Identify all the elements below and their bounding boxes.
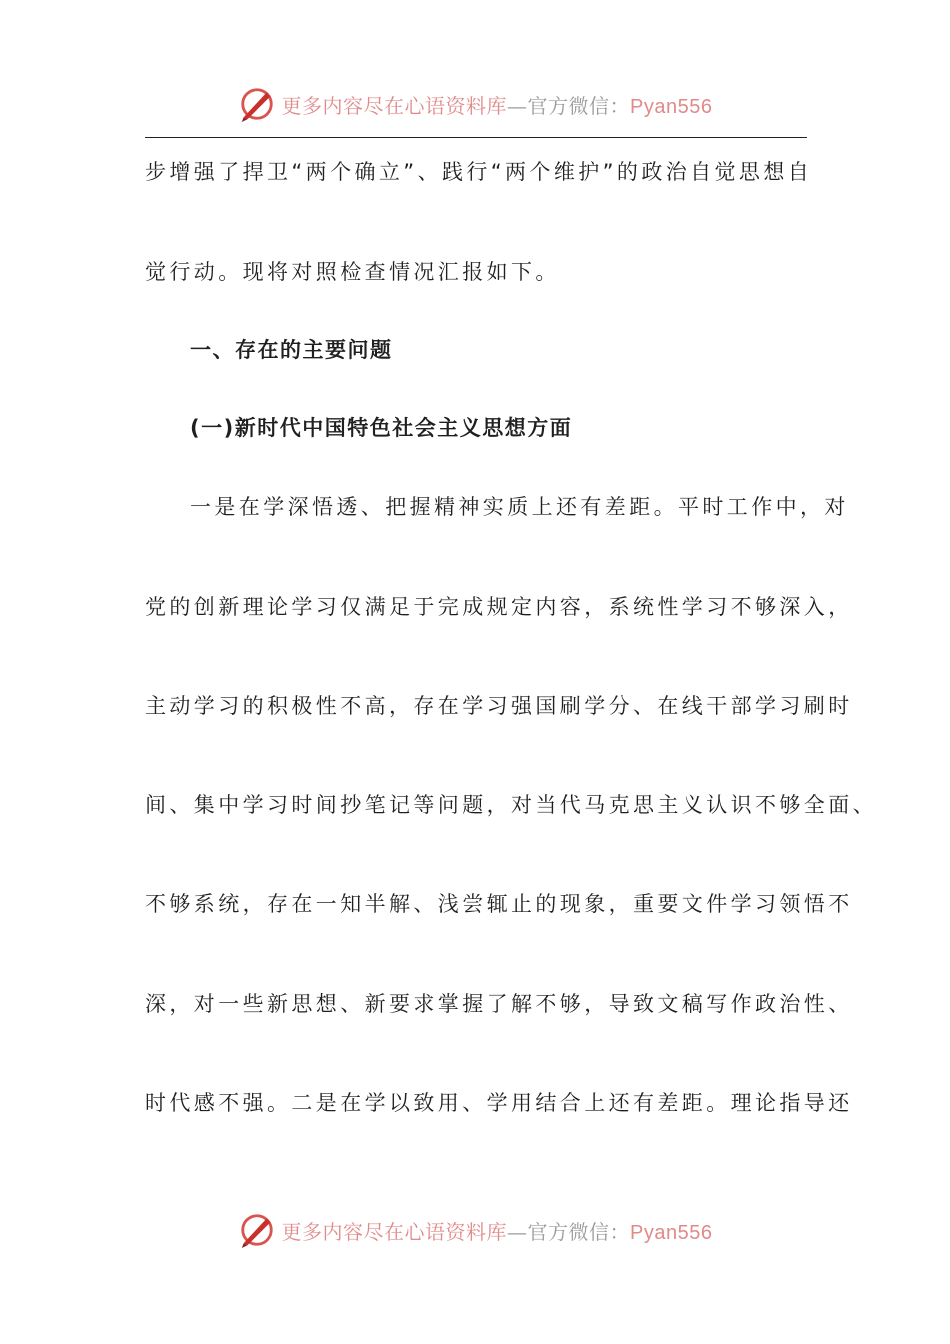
footer-handle: Pyan556 xyxy=(630,1221,713,1244)
body-line-6: 党的创新理论学习仅满足于完成规定内容，系统性学习不够深入， xyxy=(145,595,853,619)
subsection-heading: (一)新时代中国特色社会主义思想方面 xyxy=(190,416,573,440)
body-line-7: 主动学习的积极性不高，存在学习强国刷学分、在线干部学习刷时 xyxy=(145,694,853,718)
header-divider xyxy=(145,137,807,138)
body-line-11: 时代感不强。二是在学以致用、学用结合上还有差距。理论指导还 xyxy=(145,1091,853,1115)
pen-logo-icon xyxy=(238,1211,276,1249)
header-separator: — xyxy=(507,93,528,118)
body-line-1: 步增强了捍卫“两个确立”、践行“两个维护”的政治自觉思想自 xyxy=(145,160,813,184)
footer-brand: 更多内容尽在心语资料库 xyxy=(281,1219,508,1244)
header-handle: Pyan556 xyxy=(630,95,713,118)
header-banner xyxy=(0,82,950,126)
footer-separator: — xyxy=(507,1219,528,1244)
body-line-9: 不够系统，存在一知半解、浅尝辄止的现象，重要文件学习领悟不 xyxy=(145,892,853,916)
header-brand-text xyxy=(282,90,713,119)
footer-brand-text xyxy=(282,1216,713,1245)
footer-contact-label: 官方微信： xyxy=(527,1219,631,1244)
footer-banner xyxy=(0,1208,950,1252)
body-line-8: 间、集中学习时间抄笔记等问题，对当代马克思主义认识不够全面、 xyxy=(145,793,877,817)
pen-logo-icon xyxy=(238,85,276,123)
header-brand: 更多内容尽在心语资料库 xyxy=(281,93,508,118)
section-heading: 一、存在的主要问题 xyxy=(190,338,393,362)
body-line-10: 深，对一些新思想、新要求掌握了解不够，导致文稿写作政治性、 xyxy=(145,992,853,1016)
header-contact-label: 官方微信： xyxy=(527,93,631,118)
body-line-5: 一是在学深悟透、把握精神实质上还有差距。平时工作中，对 xyxy=(190,495,849,519)
body-line-2: 觉行动。现将对照检查情况汇报如下。 xyxy=(145,260,560,284)
